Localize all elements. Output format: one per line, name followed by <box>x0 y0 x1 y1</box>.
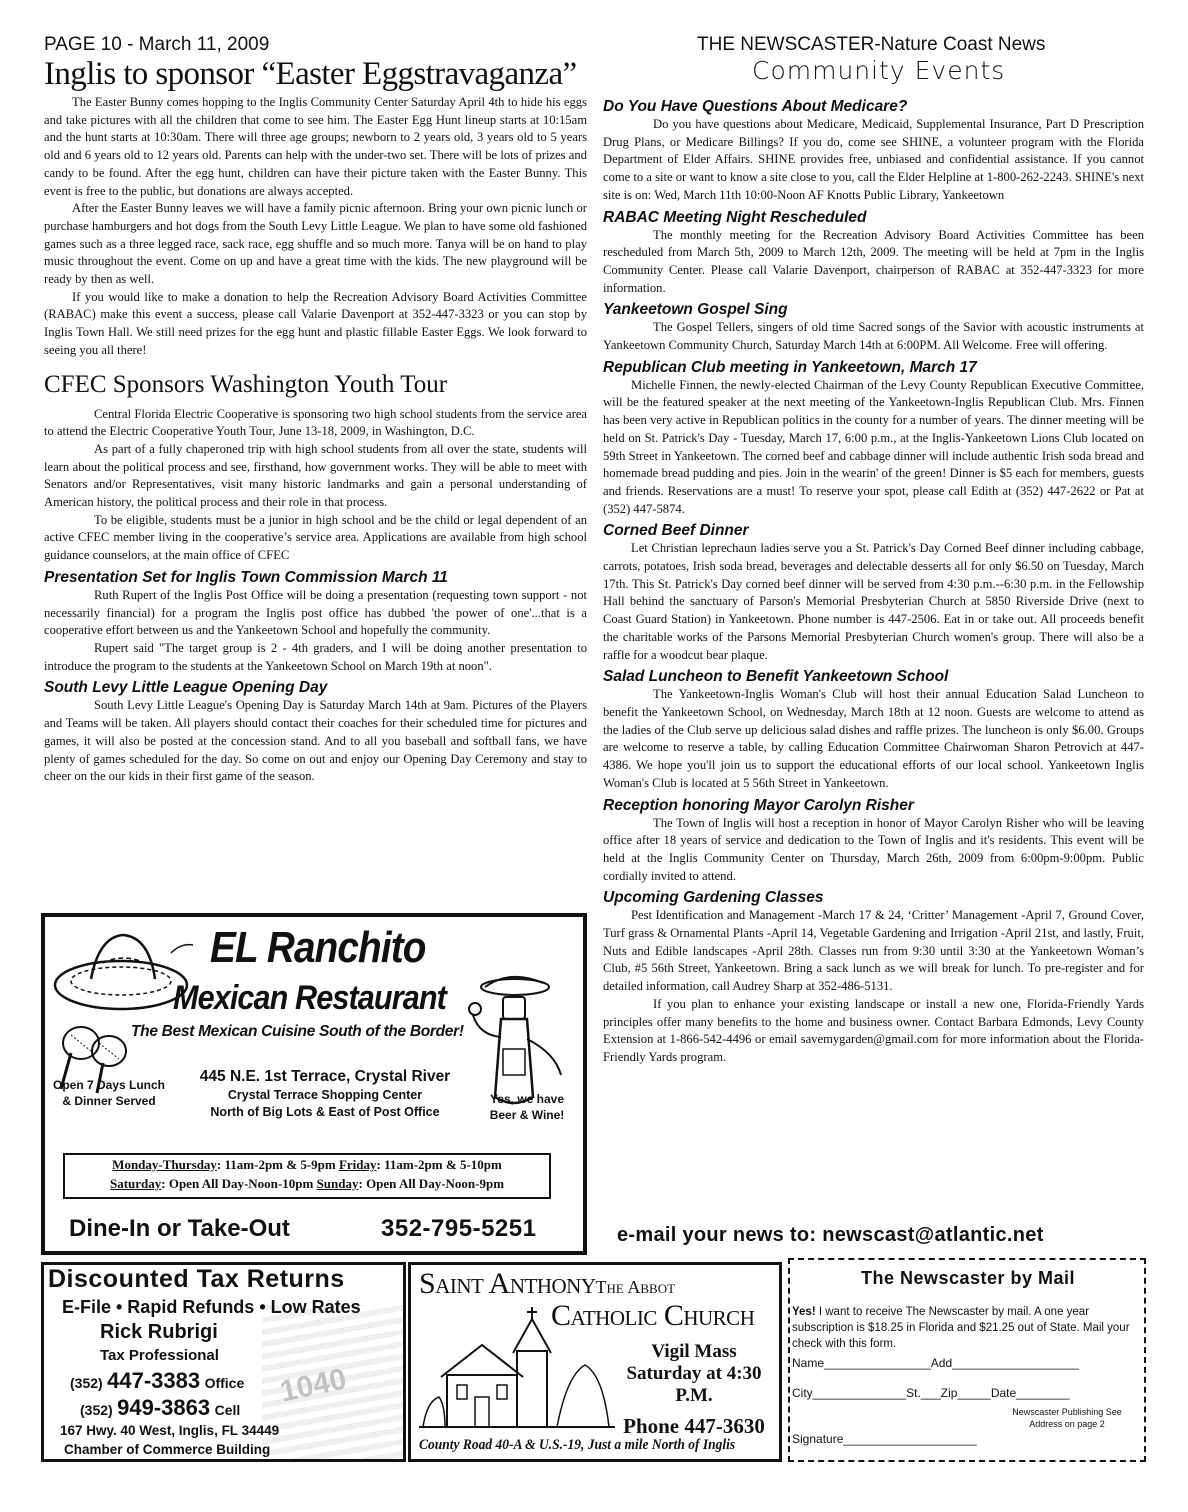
open-hours-note: Open 7 Days Lunch & Dinner Served <box>52 1078 166 1108</box>
street-address: 445 N.E. 1st Terrace, Crystal River <box>199 1068 451 1085</box>
tax-address: 167 Hwy. 40 West, Inglis, FL 34449 <box>60 1423 280 1438</box>
salad-headline: Salad Luncheon to Benefit Yankeetown School <box>603 668 949 686</box>
church-name: Saint Anthony <box>419 1267 596 1300</box>
paragraph: The Gospel Tellers, singers of old time Sacred songs of the Savior with acoustic instruments at Yankeetown Community Church, Saturday March 14th at 6:00PM. All Welcome. Free will offering. <box>603 320 1144 353</box>
signature-field[interactable]: Signature____________________ <box>792 1432 977 1446</box>
paragraph: The monthly meeting for the Recreation Advisory Board Activities Committee has been rescheduled from March 5th, 2009 to March 12th, 2009. The meeting will be held at 7pm in the Inglis Community Center. Please call Valarie Davenport, chairperson of RABAC at 352-447-3323 for more information. <box>603 227 1144 295</box>
hours-value: : 11am-2pm & 5-9pm <box>216 1157 339 1172</box>
tax-cell-phone <box>80 1395 240 1421</box>
area-code: (352) <box>80 1402 113 1418</box>
gospel-headline: Yankeetown Gospel Sing <box>603 301 788 319</box>
tax-role: Tax Professional <box>100 1347 219 1364</box>
paragraph: To be eligible, students must be a junior in high school and be the child or legal dependent of an active CFEC member living in the cooperative’s service area. Applications are available from high school guidance counselors, at the main office of CFEC <box>44 512 587 563</box>
church-phone: Phone 447-3630 <box>623 1414 765 1438</box>
hours-value: : Open All Day-Noon-10pm <box>161 1176 317 1191</box>
paragraph: Ruth Rupert of the Inglis Post Office will be doing a presentation (requesting town support - not necessarily financial) for a program the Inglis post office has dubbed 'the power of one'...that is a cooperative effort between us and the Yankeetown School and hopefully the community. <box>44 587 587 638</box>
mass-title: Vigil Mass <box>651 1341 737 1362</box>
publisher-note: Newscaster Publishing See Address on page 2 <box>1012 1407 1122 1429</box>
rabac-article <box>603 227 1144 298</box>
paragraph: As part of a fully chaperoned trip with high school students from all over the state, students will learn about the political process and see, firsthand, how government works. They will be able to meet with Senators and/or Representatives, visit many historic landmarks and gain a personal understanding of American history, the political process and their role in that process. <box>44 441 587 510</box>
phone-label: Office <box>204 1375 245 1391</box>
tax-title: Discounted Tax Returns <box>48 1265 345 1293</box>
name-address-field[interactable]: Name________________Add___________________ <box>792 1356 1079 1370</box>
cfec-headline: CFEC Sponsors Washington Youth Tour <box>44 370 448 398</box>
email-news-line: e-mail your news to: newscast@atlantic.net <box>617 1224 1044 1246</box>
mass-time: Saturday at 4:30 P.M. <box>626 1363 762 1406</box>
league-article <box>44 697 587 786</box>
rabac-headline: RABAC Meeting Night Rescheduled <box>603 208 867 226</box>
church-saint-title: The Abbot <box>595 1277 676 1297</box>
church-mass-info <box>607 1341 781 1441</box>
paragraph: After the Easter Bunny leaves we will have a family picnic afternoon. Bring your own picnic lunch or purchase hamburgers and hot dogs from the South Levy Little League. We plan to have some old fashioned games such as a three legged race, sack race, egg shuffle and so much more. Tanya will be on hand to play music throughout the event. Come on up and have a great time with the kids. The new playground will be ready by then as well. <box>44 201 587 287</box>
cfec-article <box>44 406 587 565</box>
church-name-line1 <box>419 1267 675 1301</box>
hours-label: Friday <box>338 1157 377 1172</box>
hours-weekend <box>65 1174 549 1193</box>
restaurant-address <box>195 1067 455 1121</box>
gospel-article <box>603 319 1144 354</box>
cornedbeef-headline: Corned Beef Dinner <box>603 522 749 540</box>
left-column <box>44 56 587 786</box>
intro-text: I want to receive The Newscaster by mail. A one year subscription is $18.25 in Florida and $21.25 out of State. Mail your check with this form. <box>792 1306 1130 1350</box>
church-location: County Road 40-A & U.S.-19, Just a mile North of Inglis <box>419 1437 736 1453</box>
paragraph: Central Florida Electric Cooperative is sponsoring two high school students from the service area to attend the Electric Cooperative Youth Tour, June 13-18, 2009, in Washington, D.C. <box>44 406 587 439</box>
reception-article <box>603 815 1144 886</box>
tax-building: Chamber of Commerce Building <box>64 1442 271 1457</box>
tax-services: E-File • Rapid Refunds • Low Rates <box>62 1297 361 1317</box>
paragraph: Michelle Finnen, the newly-elected Chairman of the Levy County Republican Executive Committee, will be the featured speaker at the next meeting of the Yankeetown-Inglis Republican Club. Mrs. Finnen has been very active in Republican politics in the county for a number of years. The dinner meeting will be held on St. Patrick's Day - Tuesday, March 17, 6:00 p.m., at the Inglis-Yankeetown Lions Club located on 59th Street in Yankeetown. The corned beef and cabbage dinner will include authentic Irish soda bread and homemade bread pudding and pies. Join in the wearin' of the green! Dinner is $5 each for members, guests and friends. Reservations are a must! To reserve your spot, please call Edith at (352) 447-2622 or Pat at (352) 447-5874. <box>603 377 1144 516</box>
phone-number: 447-3383 <box>107 1368 201 1393</box>
medicare-headline: Do You Have Questions About Medicare? <box>603 98 908 115</box>
mail-subscription-form <box>788 1258 1146 1462</box>
paragraph: If you plan to enhance your existing landscape or install a new one, Florida-Friendly Yards principles offer many benefits to the home and business owner. Contact Barbara Edmonds, Levy County Extension at 1-866-542-4496 or email savemygarden@gmail.com for more information about the Florida-Friendly Yards program. <box>603 996 1144 1064</box>
beer-wine-note: Yes, we have Beer & Wine! <box>489 1092 565 1122</box>
restaurant-tagline: The Best Mexican Cuisine South of the Border! <box>131 1023 464 1040</box>
easter-headline: Inglis to sponsor “Easter Eggstravaganza” <box>44 56 577 92</box>
dine-in-label: Dine-In or Take-Out <box>69 1215 290 1242</box>
reception-headline: Reception honoring Mayor Carolyn Risher <box>603 796 914 814</box>
paragraph: If you would like to make a donation to help the Recreation Advisory Board Activities Committee (RABAC) make this event a success, please call Valarie Davenport at 352-447-3323 or you can stop by Inglis Town Hall. We still need prizes for the egg hunt and plastic fillable Easter Eggs. We look forward to seeing you all there! <box>44 289 587 357</box>
tax-ad <box>41 1262 406 1462</box>
salad-article <box>603 686 1144 792</box>
easter-article <box>44 94 587 360</box>
form-number: 1040 <box>277 1362 350 1409</box>
phone-label: Cell <box>214 1402 241 1418</box>
section-title: Community Events <box>752 56 1006 85</box>
city-state-zip-field[interactable]: City______________St.___Zip_____Date________ <box>792 1386 1070 1400</box>
mail-form-intro <box>792 1304 1144 1352</box>
hours-value: : Open All Day-Noon-9pm <box>358 1176 505 1191</box>
republican-article <box>603 377 1144 519</box>
church-ad <box>408 1262 782 1462</box>
paragraph: Rupert said "The target group is 2 - 4th graders, and I will be doing another presentation to introduce the program to the students at the Yankeetown School on March 19th at noon". <box>44 640 587 673</box>
restaurant-phone: 352-795-5251 <box>381 1215 537 1242</box>
paragraph: South Levy Little League's Opening Day is Saturday March 14th at 9am. Pictures of the Players and Teams will be taken. All players should contact their coaches for their scheduled time for pictures and games, it will also be posted at the concession stand. And to all you baseball and softball fans, we have plenty of games scheduled for the day. So come on out and enjoy our Opening Day Ceremony and stay to cheer on the our kids in their first game of the season. <box>44 698 587 784</box>
hours-weekday <box>65 1155 549 1174</box>
tax-form-image <box>262 1305 406 1462</box>
el-ranchito-ad <box>41 913 587 1255</box>
paragraph: The Yankeetown-Inglis Woman's Club will host their annual Education Salad Luncheon to benefit the Yankeetown School, on Wednesday, March 18th at 12 noon. Guests are welcome to attend as the ladies of the Club serve up delicious salad dishes and raffle prizes. The luncheon is only $6.00. Groups are welcome to reserve a table, by calling Education Committee Chairwoman Sharon Petrovich at 447-4386. We hope you'll join us to support the educational efforts of our local school. Yankeetown Inglis Woman's Club is located at 5 56th Street in Yankeetown. <box>603 687 1144 790</box>
hours-label: Monday-Thursday <box>112 1157 217 1172</box>
gardening-article <box>603 907 1144 1066</box>
hours-box <box>63 1153 551 1199</box>
restaurant-subtitle: Mexican Restaurant <box>173 979 446 1017</box>
paragraph: Do you have questions about Medicare, Medicaid, Supplemental Insurance, Part D Prescription Drug Plans, or Medicare Billings? If you do, come see SHINE, a volunteer program with the Florida Department of Elder Affairs. SHINE provides free, unbiased and confidential assistance. If you cannot come to a site or want to know a site close to you, call the Elder Helpline at 1-800-262-2243. SHINE's next site is on: Wed, March 11th 10:00-Noon AF Knotts Public Library, Yankeetown <box>603 117 1144 202</box>
intro-yes: Yes! <box>792 1306 816 1318</box>
presentation-article <box>44 587 587 676</box>
medicare-article <box>603 116 1144 205</box>
republican-headline: Republican Club meeting in Yankeetown, March 17 <box>603 358 977 376</box>
phone-number: 949-3863 <box>117 1395 211 1420</box>
hours-value: : 11am-2pm & 5-10pm <box>376 1157 502 1172</box>
paragraph: The Easter Bunny comes hopping to the Inglis Community Center Saturday April 4th to hide his eggs and take pictures with all the children that come to see him. The Easter Egg Hunt lineup starts at 10:15am and the hunt starts at 10:30am. There will three age groups; newborn to 2 years old, 3 years old to 5 years old and 6 years old to 12 years old. Parents can help with the under-two set. There will be lots of prizes and candy to be found. After the egg hunt, children can have their picture taken with the Easter Bunny. This event is free to the public, but donations are always accepted. <box>44 95 587 198</box>
paragraph: Let Christian leprechaun ladies serve you a St. Patrick's Day Corned Beef dinner including cabbage, carrots, potatoes, Irish soda bread, beverages and delectable desserts all for only $6.50 on Tuesday, March 17th. This St. Patrick's Day corned beef dinner will be served from 4:30 p.m.--6:30 p.m. in the Fellowship Hall behind the sanctuary of Parson's Memorial Presbyterian Church at 5850 Riverside Drive (next to Coast Guard Station) in Yankeetown. Phone number is 447-2506. Eat in or take out. All proceeds benefit the charitable works of the Parsons Memorial Presbyterian Church women's group. There will also be a raffle for a woodcut bear plaque. <box>603 541 1144 662</box>
shopping-center: Crystal Terrace Shopping Center <box>227 1088 423 1102</box>
tax-office-phone <box>70 1368 244 1394</box>
directions: North of Big Lots & East of Post Office <box>210 1105 440 1119</box>
right-column <box>603 97 1144 1067</box>
paper-name: THE NEWSCASTER-Nature Coast News <box>697 34 1046 55</box>
page-date: PAGE 10 - March 11, 2009 <box>44 34 270 55</box>
mail-form-title: The Newscaster by Mail <box>860 1268 1076 1288</box>
restaurant-name: EL Ranchito <box>210 923 426 972</box>
paragraph: Pest Identification and Management -March 17 & 24, ‘Critter’ Management -April 7, Ground Cover, Turf grass & Ornamental Plants -April 14, Vegetable Gardening and Irrigation -April 21st, and lastly, Fruit, Nuts and Edible landscapes -April 28th. Classes run from 9:30 until 3:30 at the Yankeetown Woman’s Club, #5 56th Street, Yankeetown. Bring a sack lunch as we will break for lunch. To pre-register and for detailed information, call Audrey Sharp at 352-486-5131. <box>603 908 1144 994</box>
presentation-headline: Presentation Set for Inglis Town Commission March 11 <box>44 568 448 586</box>
cornedbeef-article <box>603 540 1144 664</box>
area-code: (352) <box>70 1375 103 1391</box>
hours-label: Sunday <box>316 1176 359 1191</box>
church-building-icon <box>417 1305 617 1435</box>
church-name-line2: Catholic Church <box>551 1299 755 1332</box>
paragraph: The Town of Inglis will host a reception in honor of Mayor Carolyn Risher who will be leaving office after 18 years of service and dedication to the Town of Inglis and it's residents. This event will be held at the Inglis Community Center on Thursday, March 26th, 2009 from 6:00pm-9:00pm. Public cordially invited to attend. <box>603 815 1144 883</box>
league-headline: South Levy Little League Opening Day <box>44 679 328 697</box>
hours-label: Saturday <box>109 1176 162 1191</box>
gardening-headline: Upcoming Gardening Classes <box>603 889 824 907</box>
tax-preparer-name: Rick Rubrigi <box>100 1321 218 1343</box>
